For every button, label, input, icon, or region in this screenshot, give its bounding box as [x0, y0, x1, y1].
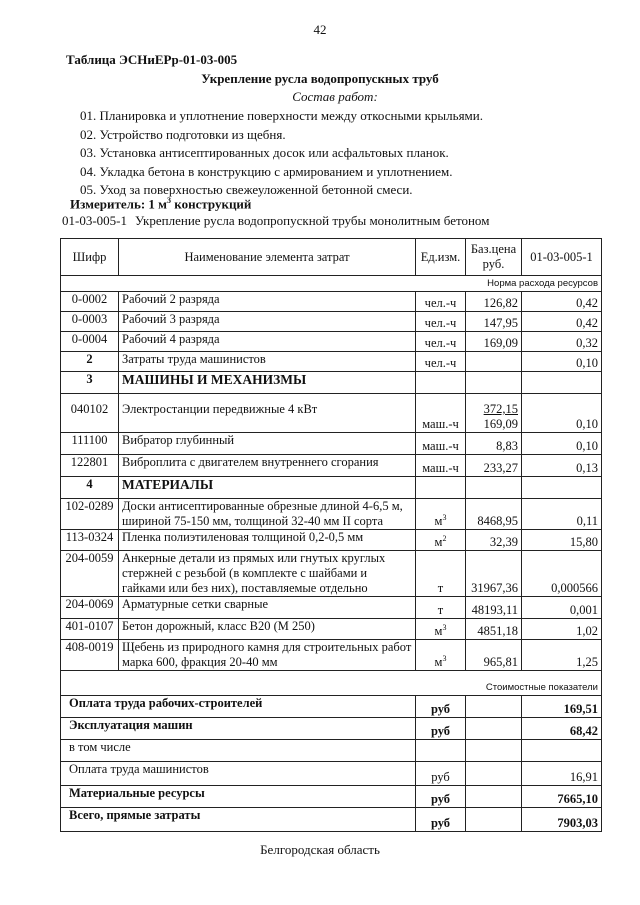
cell-name: Вибратор глубинный — [119, 433, 416, 455]
unit-base: м — [434, 535, 443, 549]
cell-name: Анкерные детали из прямых или гнутых круглых стержней с резьбой (в комплекте с шайбами и гайками или без них), поставляемые отдельно — [119, 551, 416, 597]
summary-label: в том числе — [61, 740, 416, 762]
cell-name: Доски антисептированные обрезные длиной 4-6,5 м, шириной 75-150 мм, толщиной 32-40 мм II сорта — [119, 499, 416, 530]
cell-code: 0-0004 — [61, 332, 119, 352]
norm-subheader: Норма расхода ресурсов — [61, 276, 602, 292]
summary-row — [61, 808, 602, 832]
section-number: 4 — [61, 477, 119, 499]
cell-code: 113-0324 — [61, 530, 119, 551]
caption-code: 01-03-005-1 — [62, 213, 127, 228]
work-item: 01. Планировка и уплотнение поверхности между откосными крыльями. — [80, 108, 483, 123]
cell-price — [466, 394, 522, 433]
summary-unit: руб — [416, 808, 466, 832]
unit-sup: 2 — [442, 533, 447, 543]
cell-name: Рабочий 2 разряда — [119, 292, 416, 312]
cell-code: 122801 — [61, 455, 119, 477]
cell-price: 126,82 — [466, 292, 522, 312]
summary-value: 7665,10 — [522, 786, 602, 808]
cell-name: Затраты труда машинистов — [119, 352, 416, 372]
cell-value: 0,000566 — [522, 551, 602, 597]
cell-name: Рабочий 4 разряда — [119, 332, 416, 352]
header-norm: 01-03-005-1 — [522, 239, 602, 276]
table-label: Таблица ЭСНиЕРр-01-03-005 — [66, 52, 238, 67]
cell-price: 233,27 — [466, 455, 522, 477]
caption-text: Укрепление русла водопропускной трубы монолитным бетоном — [135, 213, 490, 228]
summary-label: Материальные ресурсы — [61, 786, 416, 808]
cell-code: 204-0069 — [61, 597, 119, 619]
header-price: Баз.цена руб. — [466, 239, 522, 276]
cell-value: 0,10 — [522, 394, 602, 433]
cell-unit: чел.-ч — [416, 332, 466, 352]
table-row — [61, 455, 602, 477]
cell-code: 408-0019 — [61, 640, 119, 671]
table-row — [61, 312, 602, 332]
work-item: 05. Уход за поверхностью свежеуложенной бетонной смеси. — [80, 182, 413, 197]
cell-name: Пленка полиэтиленовая толщиной 0,2-0,5 мм — [119, 530, 416, 551]
cell-unit — [416, 619, 466, 640]
measure-sup: 3 — [167, 196, 172, 205]
cell-code: 0-0002 — [61, 292, 119, 312]
summary-unit: руб — [416, 696, 466, 718]
unit-sup: 3 — [442, 622, 447, 632]
unit-base: м — [434, 655, 443, 669]
unit-sup: 3 — [442, 512, 447, 522]
measure-prefix: Измеритель: 1 м — [70, 196, 168, 212]
header-name: Наименование элемента затрат — [119, 239, 416, 276]
cell-code: 401-0107 — [61, 619, 119, 640]
works-subtitle: Состав работ: — [292, 89, 378, 104]
table-row — [61, 551, 602, 597]
cost-subheader: Стоимостные показатели — [61, 671, 602, 696]
summary-label: Оплата труда рабочих-строителей — [61, 696, 416, 718]
cell-name: Бетон дорожный, класс В20 (М 250) — [119, 619, 416, 640]
cell-value: 15,80 — [522, 530, 602, 551]
section-title: МАТЕРИАЛЫ — [119, 477, 416, 499]
cell-value: 0,42 — [522, 312, 602, 332]
table-row — [61, 499, 602, 530]
unit-base: м — [434, 624, 443, 638]
cell-code: 0-0003 — [61, 312, 119, 332]
table-row — [61, 332, 602, 352]
summary-row — [61, 718, 602, 740]
header-code: Шифр — [61, 239, 119, 276]
summary-row — [61, 762, 602, 786]
table-row — [61, 597, 602, 619]
summary-row — [61, 696, 602, 718]
cell-unit — [416, 551, 466, 597]
cell-price: 4851,18 — [466, 619, 522, 640]
section-title: МАШИНЫ И МЕХАНИЗМЫ — [119, 372, 416, 394]
cell-code: 040102 — [61, 394, 119, 433]
table-row — [61, 394, 602, 433]
table-row — [61, 530, 602, 551]
table-caption — [62, 213, 489, 229]
work-item: 04. Укладка бетона в конструкцию с армированием и уплотнением. — [80, 163, 453, 179]
cell-value: 1,02 — [522, 619, 602, 640]
cell-value: 0,10 — [522, 433, 602, 455]
summary-unit: руб — [416, 786, 466, 808]
unit-base: м — [434, 514, 443, 528]
cell-unit: маш.-ч — [416, 433, 466, 455]
cell-value: 1,25 — [522, 640, 602, 671]
cell-price: 8,83 — [466, 433, 522, 455]
measure-suffix: конструкций — [171, 196, 252, 212]
summary-unit: руб — [416, 718, 466, 740]
cell-unit: чел.-ч — [416, 312, 466, 332]
cell-unit — [416, 640, 466, 671]
summary-value: 7903,03 — [522, 808, 602, 832]
table-row — [61, 640, 602, 671]
work-item: 02. Устройство подготовки из щебня. — [80, 126, 286, 142]
cell-name: Арматурные сетки сварные — [119, 597, 416, 619]
section-row-materials — [61, 477, 602, 499]
norms-table — [60, 238, 602, 832]
page-number: 42 — [313, 22, 327, 37]
cell-code: 2 — [61, 352, 119, 372]
cell-value: 0,11 — [522, 499, 602, 530]
cell-unit — [416, 530, 466, 551]
summary-value: 16,91 — [522, 762, 602, 786]
cell-value: 0,13 — [522, 455, 602, 477]
cell-name: Электростанции передвижные 4 кВт — [119, 394, 416, 433]
cell-price: 31967,36 — [466, 551, 522, 597]
table-header-row — [61, 239, 602, 276]
cell-name: Рабочий 3 разряда — [119, 312, 416, 332]
cell-value: 0,001 — [522, 597, 602, 619]
page-footer: Белгородская область — [260, 842, 380, 857]
summary-value: 169,51 — [522, 696, 602, 718]
summary-label: Эксплуатация машин — [61, 718, 416, 740]
table-row — [61, 433, 602, 455]
work-item: 03. Установка антисептированных досок или асфальтовых планок. — [80, 145, 449, 160]
cell-name: Щебень из природного камня для строительных работ марка 600, фракция 20-40 мм — [119, 640, 416, 671]
cell-price: 8468,95 — [466, 499, 522, 530]
price-secondary: 169,09 — [483, 417, 518, 431]
works-list — [80, 107, 483, 200]
cell-price: 48193,11 — [466, 597, 522, 619]
table-row — [61, 292, 602, 312]
cell-code: 102-0289 — [61, 499, 119, 530]
measure-unit — [70, 196, 251, 212]
summary-label: Оплата труда машинистов — [61, 762, 416, 786]
page-title: Укрепление русла водопропускных труб — [201, 71, 439, 86]
cell-value: 0,10 — [522, 352, 602, 372]
cell-unit: маш.-ч — [416, 455, 466, 477]
unit-sup: 3 — [442, 653, 447, 663]
cell-unit: чел.-ч — [416, 292, 466, 312]
cell-value: 0,42 — [522, 292, 602, 312]
cell-unit — [416, 597, 466, 619]
cell-price: 965,81 — [466, 640, 522, 671]
cell-name: Виброплита с двигателем внутреннего сгорания — [119, 455, 416, 477]
cell-price: 147,95 — [466, 312, 522, 332]
summary-row — [61, 740, 602, 762]
summary-row — [61, 786, 602, 808]
cell-unit: чел.-ч — [416, 352, 466, 372]
cell-unit: маш.-ч — [416, 394, 466, 433]
summary-unit: руб — [416, 762, 466, 786]
cell-code: 111100 — [61, 433, 119, 455]
summary-label: Всего, прямые затраты — [61, 808, 416, 832]
table-row — [61, 352, 602, 372]
unit-base: т — [437, 603, 444, 617]
cell-price: 32,39 — [466, 530, 522, 551]
cell-price — [466, 352, 522, 372]
cell-unit — [416, 499, 466, 530]
cell-code: 204-0059 — [61, 551, 119, 597]
header-unit: Ед.изм. — [416, 239, 466, 276]
price-main: 372,15 — [483, 402, 518, 416]
section-number: 3 — [61, 372, 119, 394]
cell-price: 169,09 — [466, 332, 522, 352]
table-row — [61, 619, 602, 640]
summary-value: 68,42 — [522, 718, 602, 740]
cell-value: 0,32 — [522, 332, 602, 352]
unit-base: т — [437, 581, 444, 595]
section-row-machines — [61, 372, 602, 394]
